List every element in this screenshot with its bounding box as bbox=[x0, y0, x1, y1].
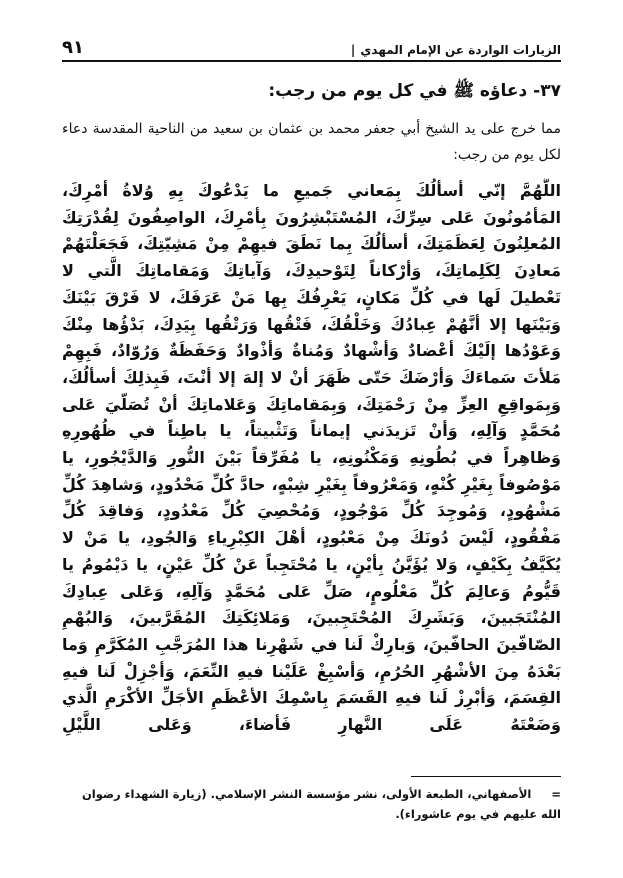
section-heading: ٣٧- دعاؤه ﷺ في كل يوم من رجب: bbox=[268, 81, 561, 101]
running-header bbox=[62, 34, 561, 62]
footnote-divider bbox=[411, 776, 561, 777]
prayer-text: اللَّهُمَّ إنّي أسألُكَ بِمَعاني جَميعِ ما يَدْعُوكَ بِهِ وُلاةُ أمْرِكَ، المَأمُونُونَ عَلى سِرِّكَ، المُسْتَبْشِرُونَ بِأمْرِكَ، الواصِفُونَ لِقُدْرَتِكَ المُعلِنُونَ لِعَظَمَتِكَ، أسألُكَ بِما نَطَقَ فيهِمْ مِنْ مَشِيّتِكَ، فَجَعَلْتَهُمْ مَعادِنَ لِكَلِماتِكَ، وَأرْكاناً لِتَوْحيدِكَ، وَآياتِكَ وَمَقاماتِكَ الَّتي لا تَعْطيلَ لَها في كُلِّ مَكانٍ، يَعْرِفُكَ بِها مَنْ عَرَفَكَ، لا فَرْقَ بَيْنَكَ وَبَيْنَها إلا أنَّهُمْ عِبادُكَ وَخَلْقُكَ، فَتْقُها وَرَتْقُها بِيَدِكَ، بَدْؤُها مِنْكَ وَعَوْدُها إلَيْكَ أعْضادٌ وَأشْهادٌ وَمُناةٌ وَأذْوادٌ وَحَفَظَةٌ وَرُوّادٌ، فَبِهِمْ مَلأتَ سَماءَكَ وَأرْضَكَ حَتّى ظَهَرَ أنْ لا إلهَ إلا أنْتَ، فَبِذلِكَ أسألُكَ، وَبِمَواقِعِ العِزِّ مِنْ رَحْمَتِكَ، وَبِمَقاماتِكَ وَعَلاماتِكَ أنْ تُصَلّيَ عَلى مُحَمَّدٍ وَآلِهِ، وَأنْ تَزيدَني إيماناً وَتَثْبيتاً، يا باطِناً في ظُهُورِهِ وَظاهِراً في بُطُونِهِ وَمَكْنُونِهِ، يا مُفَرِّقاً بَيْنَ النُّورِ وَالدَّيْجُورِ، يا مَوْصُوفاً بِغَيْرِ كُنْهٍ، وَمَعْرُوفاً بِغَيْرِ شِبْهٍ، حادَّ كُلِّ مَحْدُودٍ، وَشاهِدَ كُلِّ مَشْهُودٍ، وَمُوجِدَ كُلِّ مَوْجُودٍ، وَمُحْصِيَ كُلِّ مَعْدُودٍ، وَفاقِدَ كُلِّ مَفْقُودٍ، لَيْسَ دُونَكَ مِنْ مَعْبُودٍ، أهْلَ الكِبْرِياءِ وَالجُودِ، يا مَنْ لا يُكَيَّفُ بِكَيْفٍ، وَلا يُؤَيَّنُ بِأيْنٍ، يا مُحْتَجِباً عَنْ كُلِّ عَيْنٍ، يا دَيْمُومُ يا قَيُّومُ وَعالِمَ كُلِّ مَعْلُومٍ، صَلِّ عَلى مُحَمَّدٍ وَآلِهِ، وَعَلى عِبادِكَ المُنْتَجَبينَ، وَبَشَرِكَ المُحْتَجِبينَ، وَمَلائِكَتِكَ المُقَرَّبينَ، وَالبُهْمِ الصّافّينَ الحافّينَ، وَبارِكْ لَنا في شَهْرِنا هذا المُرَجَّبِ المُكَرَّمِ وَما بَعْدَهُ مِنَ الأشْهُرِ الحُرُمِ، وَأسْبِغْ عَلَيْنا فيهِ النِّعَمَ، وَأجْزِلْ لَنا فيهِ القِسَمَ، وَأبْرِزْ لَنا فيهِ القَسَمَ بِاسْمِكَ الأعْظَمِ الأجَلِّ الأكْرَمِ الَّذي وَضَعْتَهُ عَلَى النَّهارِ فَأضاءَ، وَعَلى اللَّيْلِ bbox=[62, 181, 561, 735]
header-separator: | bbox=[350, 43, 356, 57]
header-title bbox=[351, 39, 561, 58]
header-title-text: الزيارات الواردة عن الإمام المهدي bbox=[360, 43, 561, 57]
footnote-text: الأصفهاني، الطبعة الأولى، نشر مؤسسة النشر الإسلامي. (زيارة الشهداء رضوان الله عليهم في يوم عاشوراء). bbox=[81, 787, 561, 821]
footnote-marker: = bbox=[551, 787, 561, 801]
intro-paragraph: مما خرج على يد الشيخ أبي جعفر محمد بن عثمان بن سعيد من الناحية المقدسة دعاء لكل يوم من رجب: bbox=[62, 121, 561, 163]
footnote bbox=[62, 784, 561, 824]
page-number: ٩١ bbox=[62, 37, 84, 58]
